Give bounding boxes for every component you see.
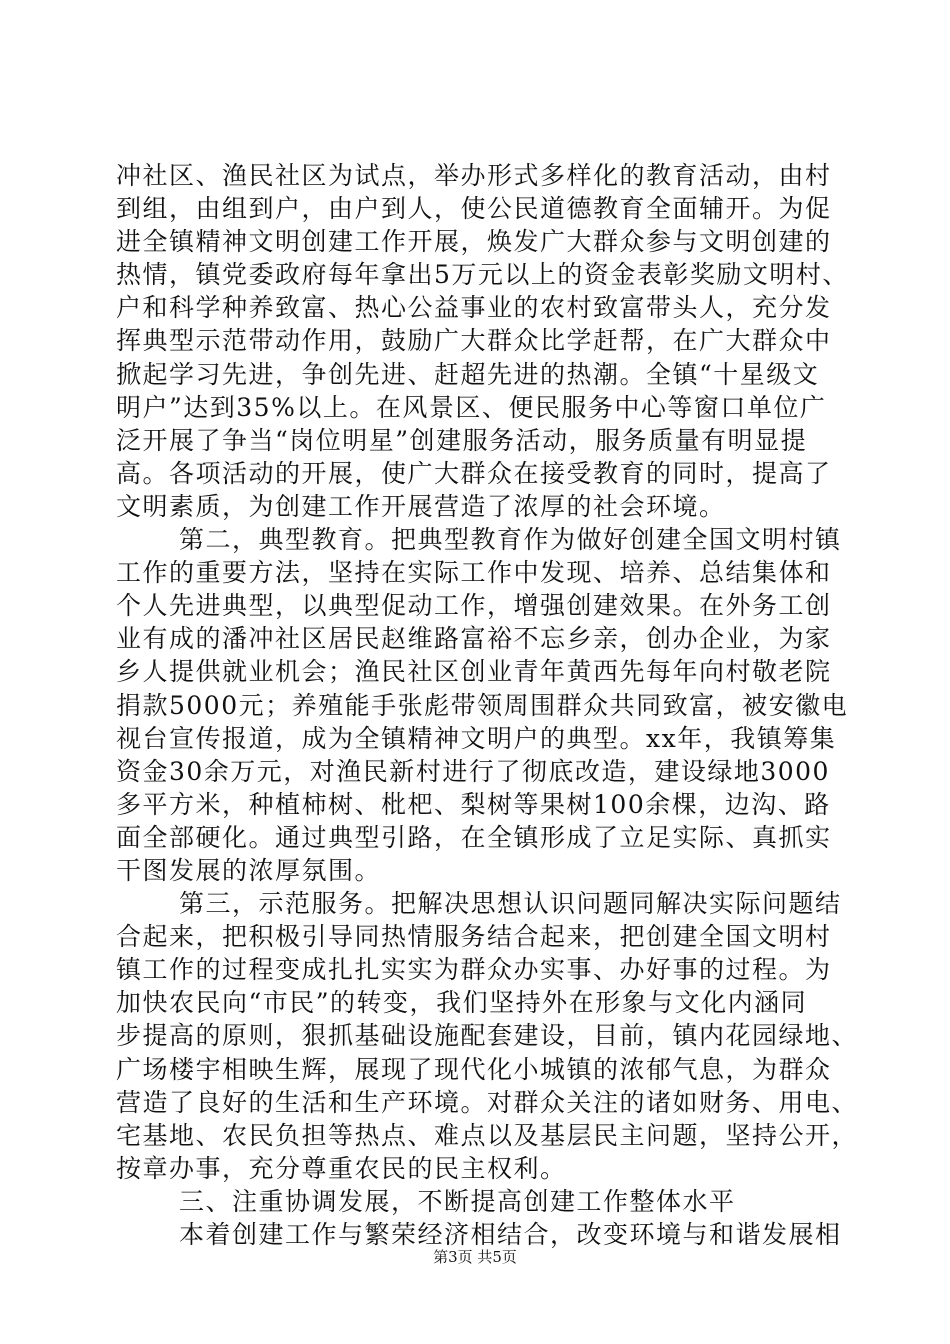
text-line: 镇工作的过程变成扎扎实实为群众办实事、办好事的过程。为 (116, 955, 832, 985)
text-line: 挥典型示范带动作用，鼓励广大群众比学赶帮，在广大群众中 (116, 326, 832, 356)
text-line: 业有成的潘冲社区居民赵维路富裕不忘乡亲，创办企业，为家 (116, 624, 832, 654)
text-line: 面全部硬化。通过典型引路，在全镇形成了立足实际、真抓实 (116, 822, 832, 852)
text-line: 到组，由组到户，由户到人，使公民道德教育全面辅开。为促 (116, 194, 832, 224)
text-line: 宅基地、农民负担等热点、难点以及基层民主问题，坚持公开， (116, 1120, 859, 1150)
text-line: 工作的重要方法，坚持在实际工作中发现、培养、总结集体和 (116, 558, 832, 588)
text-line: 高。各项活动的开展，使广大群众在接受教育的同时，提高了 (116, 458, 832, 488)
text-line: 按章办事，充分尊重农民的民主权利。 (116, 1153, 567, 1183)
paragraph-start-line: 本着创建工作与繁荣经济相结合，改变环境与和谐发展相 (179, 1220, 842, 1249)
text-line: 多平方米，种植柿树、枇杷、梨树等果树100余棵，边沟、路 (116, 789, 831, 819)
text-line: 资金30余万元，对渔民新村进行了彻底改造，建设绿地3000 (116, 756, 830, 786)
text-line: 干图发展的浓厚氛围。 (116, 855, 382, 885)
paragraph-start-line: 第二，典型教育。把典型教育作为做好创建全国文明村镇 (179, 525, 842, 555)
body-text (116, 159, 859, 1251)
text-line: 步提高的原则，狠抓基础设施配套建设，目前，镇内花园绿地、 (116, 1021, 859, 1051)
page-footer: 第3页 共5页 (433, 1248, 517, 1266)
paragraph-start-line: 第三，示范服务。把解决思想认识问题同解决实际问题结 (179, 889, 842, 919)
text-line: 加快农民向“市民”的转变，我们坚持外在形象与文化内涵同 (116, 988, 808, 1018)
text-line: 明户”达到35%以上。在风景区、便民服务中心等窗口单位广 (116, 392, 827, 422)
text-line: 户和科学种养致富、热心公益事业的农村致富带头人，充分发 (116, 293, 832, 323)
text-line: 热情，镇党委政府每年拿出5万元以上的资金表彰奖励文明村、 (116, 260, 849, 290)
text-line: 广场楼宇相映生辉，展现了现代化小城镇的浓郁气息，为群众 (116, 1054, 832, 1084)
text-line: 合起来，把积极引导同热情服务结合起来，把创建全国文明村 (116, 922, 832, 952)
text-line: 乡人提供就业机会；渔民社区创业青年黄西先每年向村敬老院 (116, 657, 832, 687)
text-line: 泛开展了争当“岗位明星”创建服务活动，服务质量有明显提 (116, 425, 808, 455)
text-line: 个人先进典型，以典型促动工作，增强创建效果。在外务工创 (116, 591, 832, 621)
text-line: 营造了良好的生活和生产环境。对群众关注的诸如财务、用电、 (116, 1087, 859, 1117)
text-line: 掀起学习先进，争创先进、赶超先进的热潮。全镇“十星级文 (116, 359, 820, 389)
section-heading: 三、注重协调发展，不断提高创建工作整体水平 (179, 1186, 736, 1216)
text-line: 进全镇精神文明创建工作开展，焕发广大群众参与文明创建的 (116, 227, 832, 257)
text-line: 视台宣传报道，成为全镇精神文明户的典型。xx年，我镇筹集 (116, 723, 837, 753)
text-line: 冲社区、渔民社区为试点，举办形式多样化的教育活动，由村 (116, 161, 832, 190)
text-line: 文明素质，为创建工作开展营造了浓厚的社会环境。 (116, 491, 726, 521)
text-line: 捐款5000元；养殖能手张彪带领周围群众共同致富，被安徽电 (116, 690, 849, 720)
